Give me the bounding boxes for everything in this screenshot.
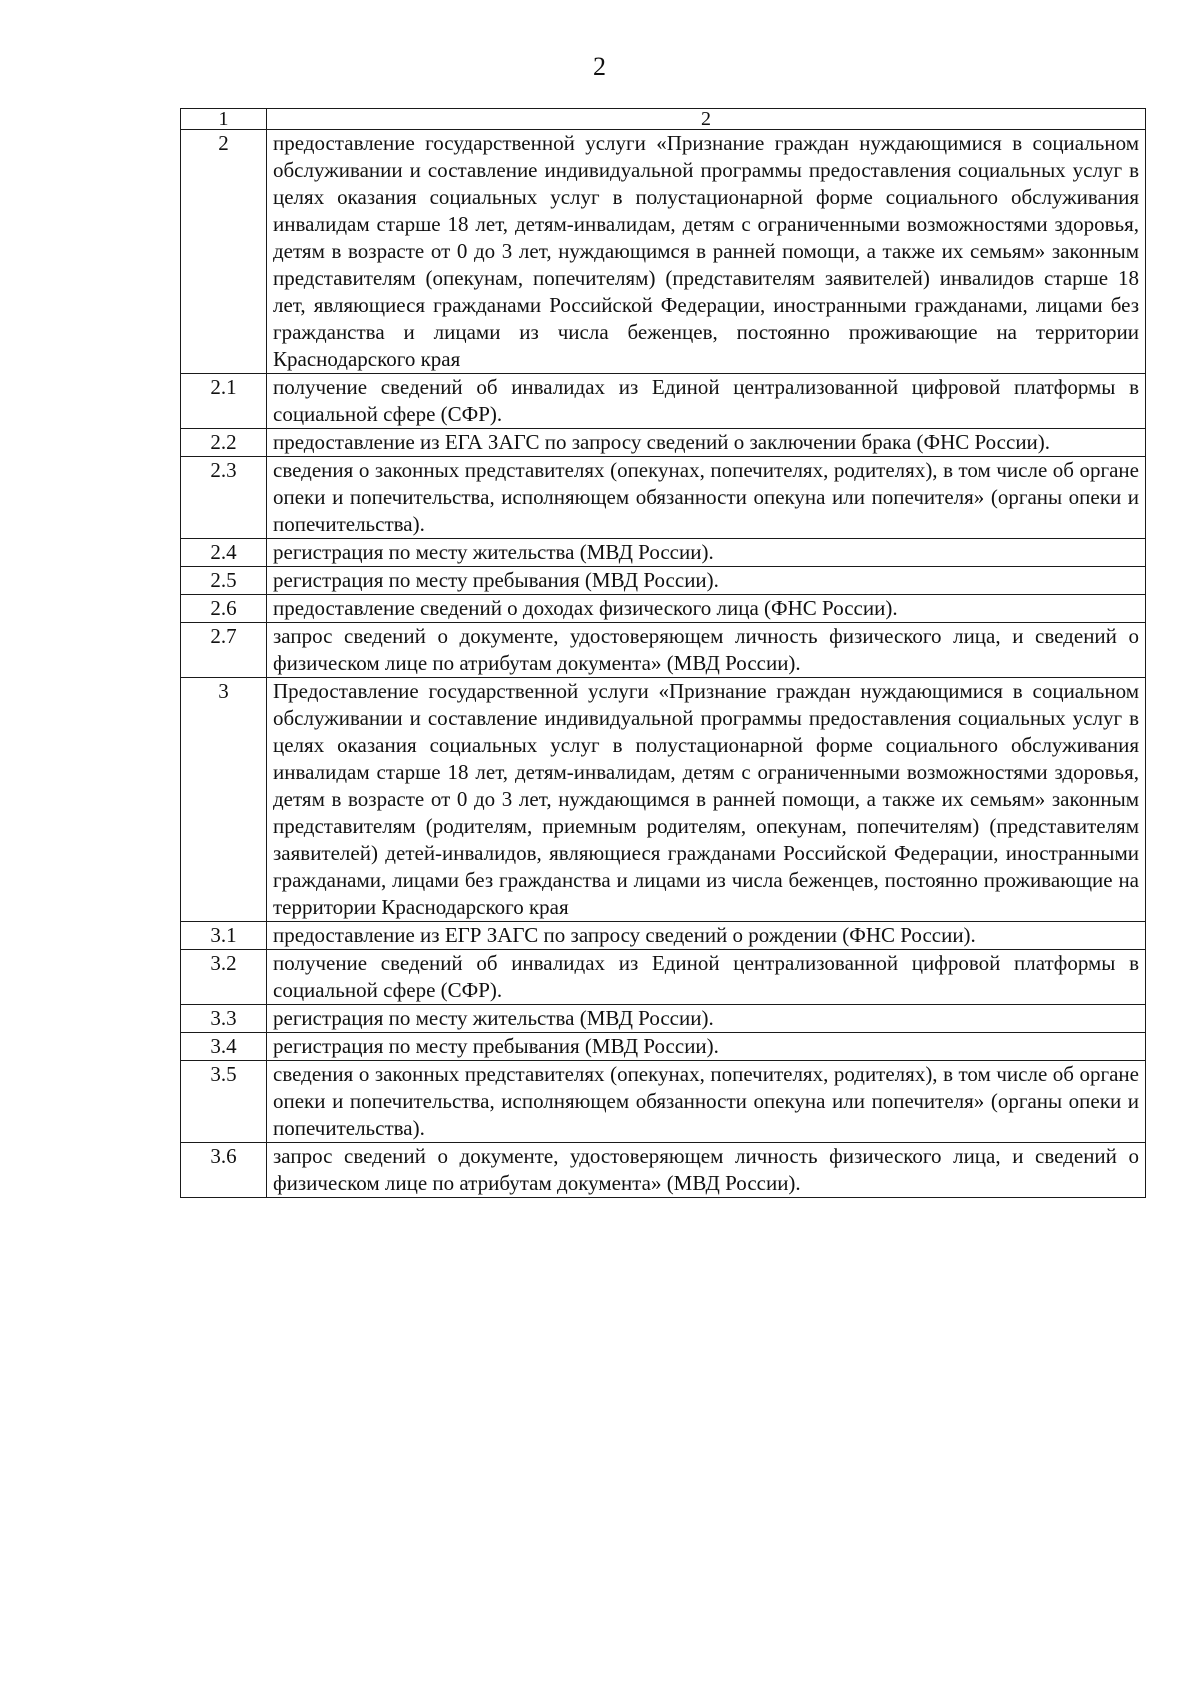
row-text: предоставление из ЕГА ЗАГС по запросу сведений о заключении брака (ФНС России). [267,429,1146,457]
row-number: 3.5 [181,1061,267,1143]
page-number: 2 [593,52,607,81]
row-text: получение сведений об инвалидах из Единой централизованной цифровой платформы в социальной сфере (СФР). [267,950,1146,1005]
table-row [181,950,1146,1005]
table-row [181,678,1146,922]
row-text: запрос сведений о документе, удостоверяющем личность физического лица, и сведений о физическом лице по атрибутам документа» (МВД России). [267,1143,1146,1198]
row-text: регистрация по месту жительства (МВД России). [267,1005,1146,1033]
table-row [181,1143,1146,1198]
row-number: 2.3 [181,457,267,539]
table-row [181,374,1146,429]
table-row [181,1005,1146,1033]
header-col-2: 2 [267,109,1146,130]
table-row [181,539,1146,567]
row-number: 2.4 [181,539,267,567]
row-number: 2.5 [181,567,267,595]
row-number: 3.1 [181,922,267,950]
row-number: 2 [181,130,267,374]
services-table-body [181,109,1146,1198]
row-text: сведения о законных представителях (опекунах, попечителях, родителях), в том числе об органе опеки и попечительства, исполняющем обязанности опекуна или попечителя» (органы опеки и попечительства). [267,457,1146,539]
row-number: 2.1 [181,374,267,429]
row-text: сведения о законных представителях (опекунах, попечителях, родителях), в том числе об органе опеки и попечительства, исполняющем обязанности опекуна или попечителя» (органы опеки и попечительства). [267,1061,1146,1143]
row-number: 3 [181,678,267,922]
row-text: предоставление сведений о доходах физического лица (ФНС России). [267,595,1146,623]
row-number: 3.3 [181,1005,267,1033]
row-text: предоставление из ЕГР ЗАГС по запросу сведений о рождении (ФНС России). [267,922,1146,950]
table-row [181,567,1146,595]
table-row [181,429,1146,457]
row-text: регистрация по месту пребывания (МВД России). [267,1033,1146,1061]
table-row [181,595,1146,623]
table-row [181,1033,1146,1061]
table-row [181,457,1146,539]
row-text: регистрация по месту пребывания (МВД России). [267,567,1146,595]
row-number: 2.6 [181,595,267,623]
row-text: предоставление государственной услуги «Признание граждан нуждающимися в социальном обслуживании и составление индивидуальной программы предоставления социальных услуг в целях оказания социальных услуг в полустационарной форме социального обслуживания инвалидам старше 18 лет, детям-инвалидам, детям с ограниченными возможностями здоровья, детям в возрасте от 0 до 3 лет, нуждающимся в ранней помощи, а также их семьям» законным представителям (опекунам, попечителям) (представителям заявителей) инвалидов старше 18 лет, являющиеся гражданами Российской Федерации, иностранными гражданами, лицами без гражданства и лицами из числа беженцев, постоянно проживающие на территории Краснодарского края [267,130,1146,374]
row-text: запрос сведений о документе, удостоверяющем личность физического лица, и сведений о физическом лице по атрибутам документа» (МВД России). [267,623,1146,678]
row-number: 3.2 [181,950,267,1005]
row-number: 3.4 [181,1033,267,1061]
table-row [181,922,1146,950]
table-row [181,1061,1146,1143]
row-text: Предоставление государственной услуги «Признание граждан нуждающимися в социальном обслуживании и составление индивидуальной программы предоставления социальных услуг в целях оказания социальных услуг в полустационарной форме социального обслуживания инвалидам старше 18 лет, детям-инвалидам, детям с ограниченными возможностями здоровья, детям в возрасте от 0 до 3 лет, нуждающимся в ранней помощи, а также их семьям» законным представителям (родителям, приемным родителям, опекунам, попечителям) (представителям заявителей) детей-инвалидов, являющиеся гражданами Российской Федерации, иностранными гражданами, лицами без гражданства и лицами из числа беженцев, постоянно проживающие на территории Краснодарского края [267,678,1146,922]
row-number: 2.7 [181,623,267,678]
row-number: 2.2 [181,429,267,457]
services-table [180,108,1146,1198]
row-text: регистрация по месту жительства (МВД России). [267,539,1146,567]
header-col-1: 1 [181,109,267,130]
table-row [181,130,1146,374]
table-row [181,623,1146,678]
table-header-row [181,109,1146,130]
row-text: получение сведений об инвалидах из Единой централизованной цифровой платформы в социальной сфере (СФР). [267,374,1146,429]
row-number: 3.6 [181,1143,267,1198]
